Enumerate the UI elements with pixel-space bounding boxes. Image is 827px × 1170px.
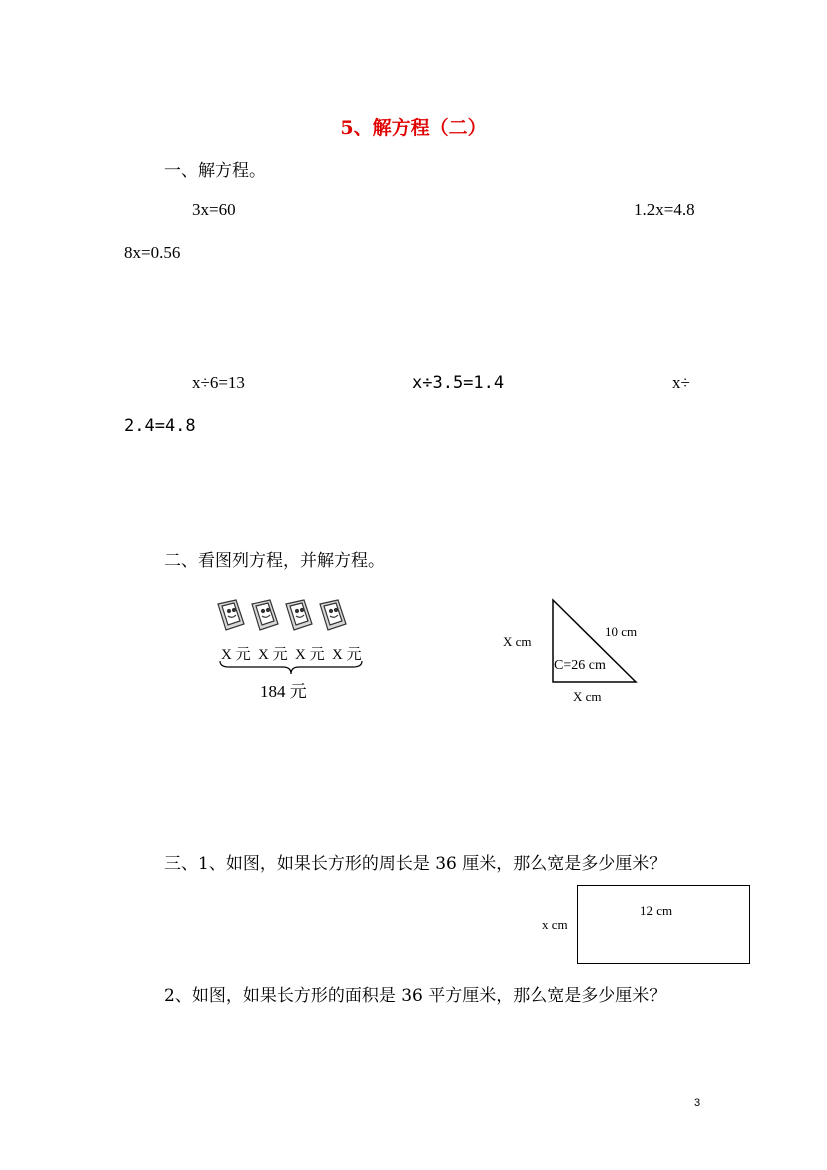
equation-6-end: 2.4=4.8 xyxy=(124,416,196,436)
triangle-perimeter-label: C=26 cm xyxy=(554,658,606,673)
brace xyxy=(219,660,363,676)
book-icon xyxy=(218,600,244,630)
triangle-bottom-label: X cm xyxy=(573,689,602,704)
books-illustration xyxy=(214,598,354,634)
rectangle-width-label: x cm xyxy=(542,917,568,932)
rectangle-length-label: 12 cm xyxy=(640,903,673,918)
section-3-question-2: 2、如图，如果长方形的面积是 36 平方厘米，那么宽是多少厘米？ xyxy=(164,986,667,1006)
equation-5: x÷3.5=1.4 xyxy=(412,373,505,393)
equation-1: 3x=60 xyxy=(192,200,236,219)
rectangle-figure xyxy=(577,885,750,964)
price-label: X 元 xyxy=(258,647,288,663)
equation-3: 8x=0.56 xyxy=(124,243,181,262)
page-number: 3 xyxy=(694,1097,701,1109)
section-3-question-1: 三、1、如图，如果长方形的周长是 36 厘米，那么宽是多少厘米？ xyxy=(164,854,667,874)
section-1-heading: 一、解方程。 xyxy=(164,161,266,181)
triangle-left-label: X cm xyxy=(503,634,532,649)
book-icon xyxy=(320,600,346,630)
triangle-hypotenuse-label: 10 cm xyxy=(605,624,638,639)
price-label: X 元 xyxy=(332,647,362,663)
equation-6-start: x÷ xyxy=(672,373,690,392)
equation-2: 1.2x=4.8 xyxy=(634,200,695,219)
price-label: X 元 xyxy=(295,647,325,663)
price-label: X 元 xyxy=(221,647,251,663)
total-price: 184 元 xyxy=(260,682,307,701)
section-2-heading: 二、看图列方程，并解方程。 xyxy=(164,551,385,571)
page-title: 5、解方程（二） xyxy=(340,117,487,139)
book-icon xyxy=(252,600,278,630)
equation-4: x÷6=13 xyxy=(192,373,245,392)
book-icon xyxy=(286,600,312,630)
